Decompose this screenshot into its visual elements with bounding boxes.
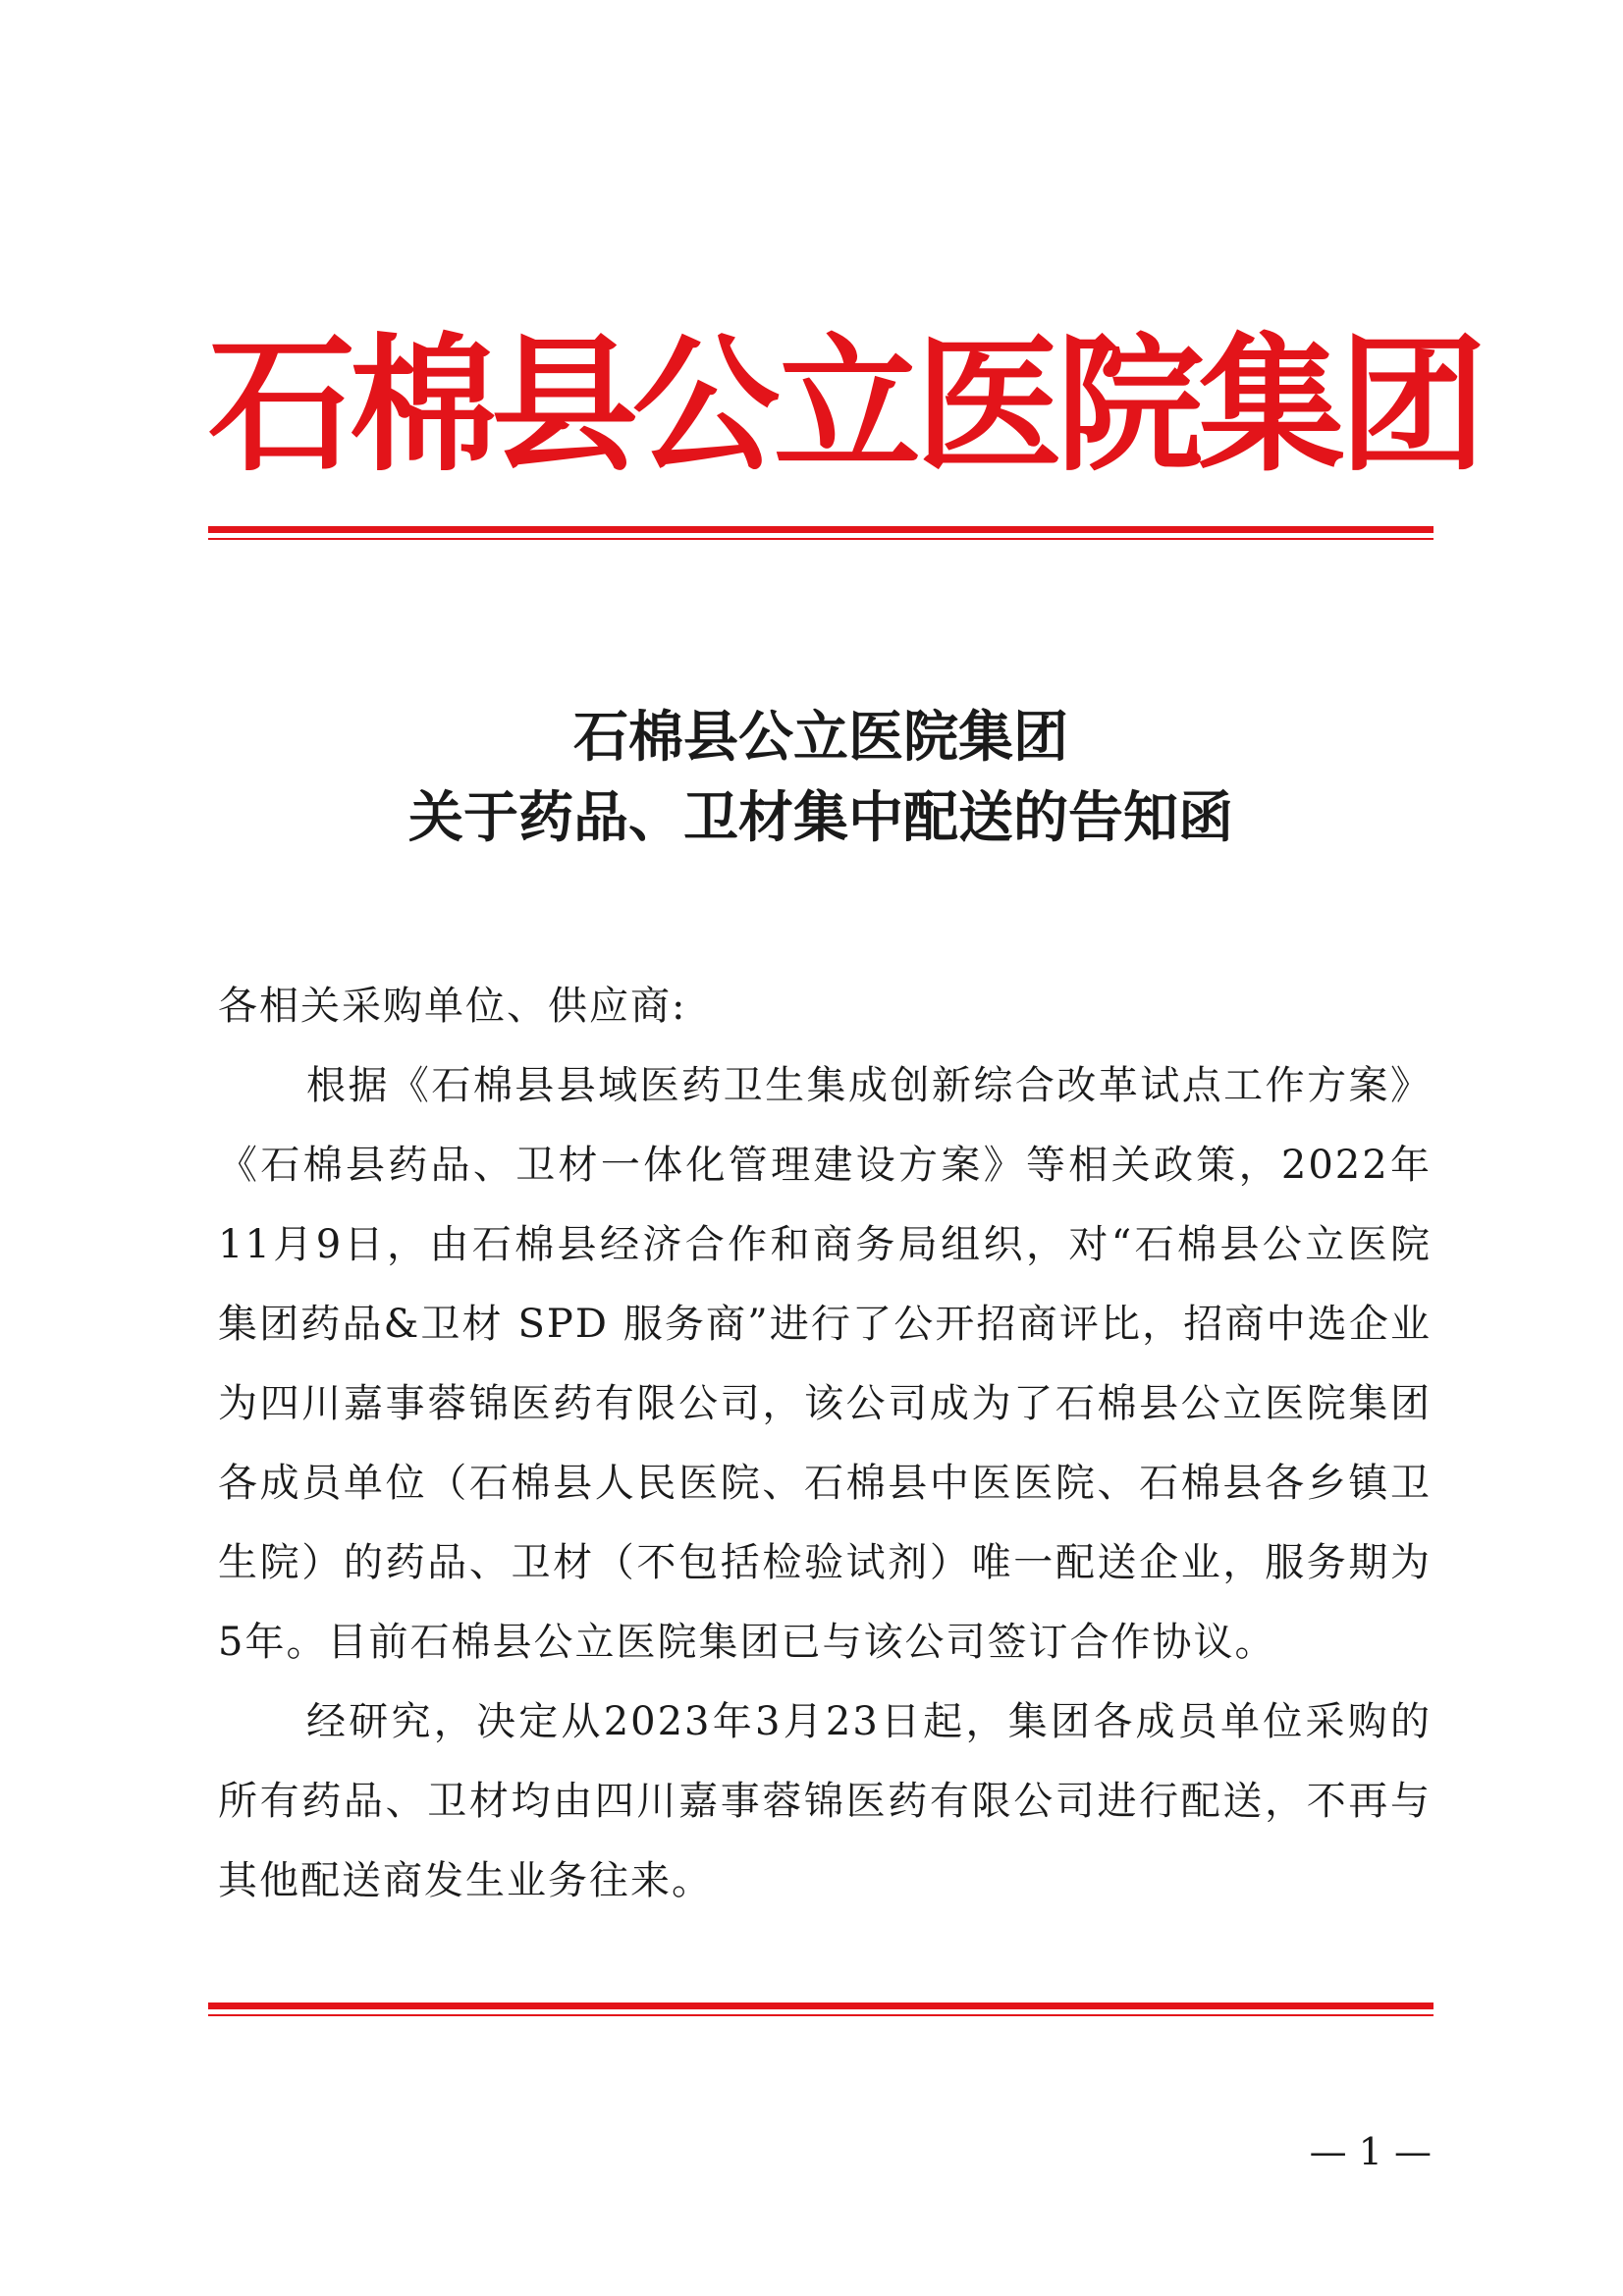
document-body [218,967,1432,1921]
document-title [208,697,1434,858]
organization-masthead: 石棉县公立医院集团 [208,319,1482,492]
red-rule-thick [208,526,1434,533]
page-number: — 1 — [1309,2130,1432,2173]
red-rule-thin [208,538,1434,540]
red-rule-thin [208,2014,1434,2016]
paragraph-1: 根据《石棉县县域医药卫生集成创新综合改革试点工作方案》《石棉县药品、卫材一体化管理建设方案》等相关政策，2022年11月9日，由石棉县经济合作和商务局组织，对“石棉县公立医院集团药品&卫材 SPD 服务商”进行了公开招商评比，招商中选企业为四川嘉事蓉锦医药有限公司，该公司成为了石棉县公立医院集团各成员单位（石棉县人民医院、石棉县中医医院、石棉县各乡镇卫生院）的药品、卫材（不包括检验试剂）唯一配送企业，服务期为5年。目前石棉县公立医院集团已与该公司签订合作协议。 [218,1063,1432,1665]
masthead-red-rule [208,526,1434,540]
title-line-2: 关于药品、卫材集中配送的告知函 [408,785,1233,850]
red-rule-thick [208,2002,1434,2009]
footer-red-rule [208,2002,1434,2016]
title-line-1: 石棉县公立医院集团 [573,705,1068,770]
salutation: 各相关采购单位、供应商: [218,984,687,1029]
paragraph-2: 经研究，决定从2023年3月23日起，集团各成员单位采购的所有药品、卫材均由四川嘉事蓉锦医药有限公司进行配送，不再与其他配送商发生业务往来。 [218,1699,1432,1903]
